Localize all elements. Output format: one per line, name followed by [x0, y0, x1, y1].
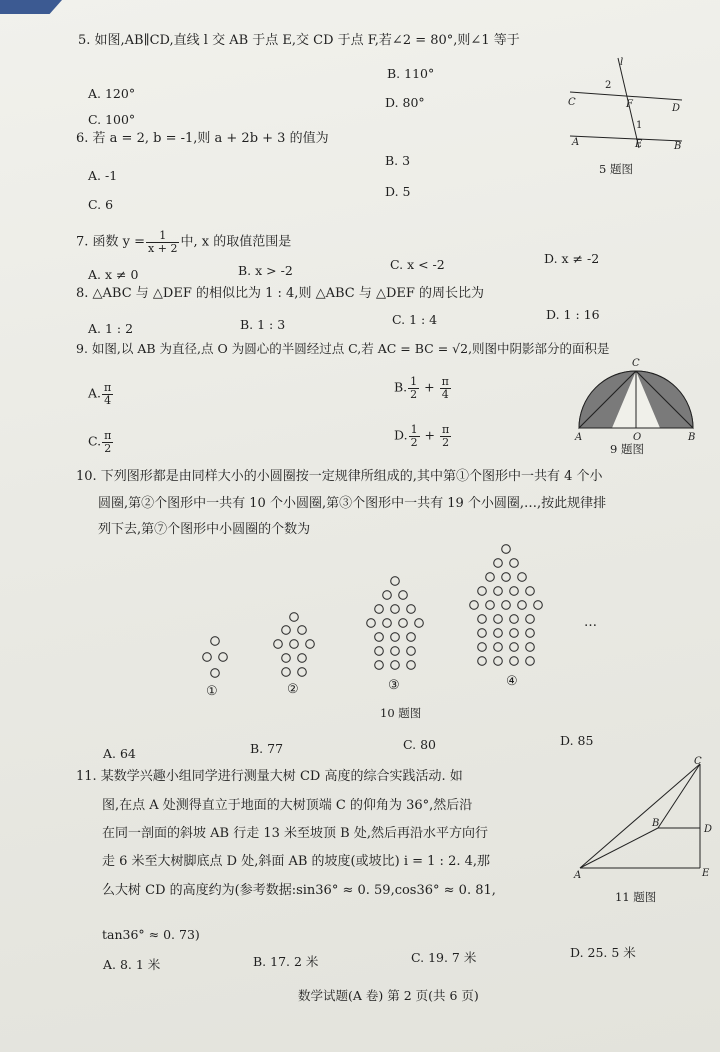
corner-tab: [0, 0, 62, 14]
q5-label-l: l: [620, 57, 624, 68]
q11-label-c: C: [694, 756, 702, 767]
q10-option-d: D. 85: [560, 733, 594, 748]
q8-option-d: D. 1 : 16: [546, 307, 600, 322]
q5-label-1: 1: [636, 120, 643, 131]
q5-option-b: B. 110°: [387, 66, 435, 81]
q11-line3: 在同一剖面的斜坡 AB 行走 13 米至坡顶 B 处,然后再沿水平方向行: [102, 826, 488, 841]
q11-line4: 走 6 米至大树脚底点 D 处,斜面 AB 的坡度(或坡比) i = 1 : 2. 4,那: [102, 854, 491, 869]
q11-option-a: A. 8. 1 米: [103, 957, 161, 972]
q9-option-b: B. $\frac{1}{2}$ + $\frac{\pi}{4}$: [394, 375, 449, 401]
q9-label-b: B: [688, 432, 696, 443]
q11-line5: 么大树 CD 的高度约为(参考数据:sin36° ≈ 0. 59,cos36° ≈ 0. 81,: [102, 883, 496, 898]
q10-label-4: ④: [506, 674, 518, 689]
q5-label-f: F: [626, 99, 633, 110]
q5-caption: 5 题图: [599, 162, 633, 176]
q8-stem: 8. △ABC 与 △DEF 的相似比为 1 : 4,则 △ABC 与 △DEF 的周长比为: [76, 286, 485, 301]
q6-option-d: D. 5: [385, 184, 411, 199]
q6-option-a: A. -1: [88, 168, 118, 183]
q9-stem: 9. 如图,以 AB 为直径,点 O 为圆心的半圆经过点 C,若 AC = BC = √2,则图中阴影部分的面积是: [76, 341, 610, 356]
q8-option-b: B. 1 : 3: [240, 317, 286, 332]
q5-label-a: A: [572, 137, 580, 148]
q7-option-c: C. x < -2: [390, 257, 445, 272]
q8-option-a: A. 1 : 2: [88, 321, 134, 336]
q11-label-d: D: [704, 824, 713, 835]
q10-label-3: ③: [388, 678, 400, 693]
q9-option-d: D. $\frac{1}{2}$ + $\frac{\pi}{2}$: [394, 423, 450, 449]
q10-fig2: [274, 613, 315, 677]
q10-option-c: C. 80: [403, 737, 436, 752]
q10-fig3: [367, 577, 424, 670]
q11-line6: tan36° ≈ 0. 73): [102, 927, 200, 942]
q11-caption: 11 题图: [615, 890, 657, 904]
q5-label-b: B: [674, 141, 682, 152]
q11-label-a: A: [574, 870, 582, 881]
q10-option-b: B. 77: [250, 741, 284, 756]
q10-fig4: [470, 545, 543, 666]
q10-option-a: A. 64: [103, 746, 136, 761]
q10-line2: 圆圈,第②个图形中一共有 10 个小圆圈,第③个图形中一共有 19 个小圆圈,…,按此规律排: [98, 496, 607, 511]
q9-label-a: A: [575, 432, 583, 443]
q7-option-b: B. x > -2: [238, 263, 293, 278]
q5-label-2: 2: [605, 80, 612, 91]
q10-line1: 10. 下列图形都是由同样大小的小圆圈按一定规律所组成的,其中第①个图形中一共有 4 个小: [76, 469, 603, 484]
q5-label-d: D: [672, 103, 681, 114]
q9-option-c: C. $\frac{\pi}{2}$: [88, 429, 112, 455]
q10-fig1: [203, 637, 228, 678]
q5-label-e: E: [635, 139, 643, 150]
q5-option-a: A. 120°: [88, 86, 136, 101]
q9-option-a: A. $\frac{\pi}{4}$: [88, 381, 112, 407]
q7-option-a: A. x ≠ 0: [88, 267, 139, 282]
q11-option-c: C. 19. 7 米: [411, 950, 477, 965]
q11-label-e: E: [702, 868, 710, 879]
q6-option-c: C. 6: [88, 197, 114, 212]
q6-option-b: B. 3: [385, 153, 411, 168]
q5-option-c: C. 100°: [88, 112, 136, 127]
q5-label-c: C: [568, 97, 576, 108]
q10-label-2: ②: [287, 682, 299, 697]
q10-caption: 10 题图: [380, 706, 422, 720]
q8-option-c: C. 1 : 4: [392, 312, 438, 327]
q11-line2: 图,在点 A 处测得直立于地面的大树顶端 C 的仰角为 36°,然后沿: [102, 798, 473, 813]
q9-figure: [572, 352, 702, 447]
q7-option-d: D. x ≠ -2: [544, 251, 600, 266]
q9-label-c: C: [632, 358, 640, 369]
q5-stem: 5. 如图,AB∥CD,直线 l 交 AB 于点 E,交 CD 于点 F,若∠2 = 80°,则∠1 等于: [78, 33, 520, 48]
q6-stem: 6. 若 a = 2, b = -1,则 a + 2b + 3 的值为: [76, 131, 329, 146]
q7-stem: 7. 函数 y = $\frac{1}{x + 2}$ 中, x 的取值范围是: [76, 229, 292, 255]
q5-option-d: D. 80°: [385, 95, 425, 110]
q11-option-d: D. 25. 5 米: [570, 945, 636, 960]
q11-label-b: B: [652, 818, 660, 829]
q9-caption: 9 题图: [610, 442, 644, 456]
page-footer: 数学试题(A 卷) 第 2 页(共 6 页): [298, 988, 479, 1003]
q9-label-o: O: [633, 432, 642, 443]
q11-figure: [572, 756, 712, 881]
q11-option-b: B. 17. 2 米: [253, 954, 319, 969]
q10-line3: 列下去,第⑦个图形中小圆圈的个数为: [98, 522, 311, 537]
q10-label-1: ①: [206, 684, 218, 699]
q11-line1: 11. 某数学兴趣小组同学进行测量大树 CD 高度的综合实践活动. 如: [76, 769, 463, 784]
q10-ellipsis: …: [584, 615, 597, 630]
